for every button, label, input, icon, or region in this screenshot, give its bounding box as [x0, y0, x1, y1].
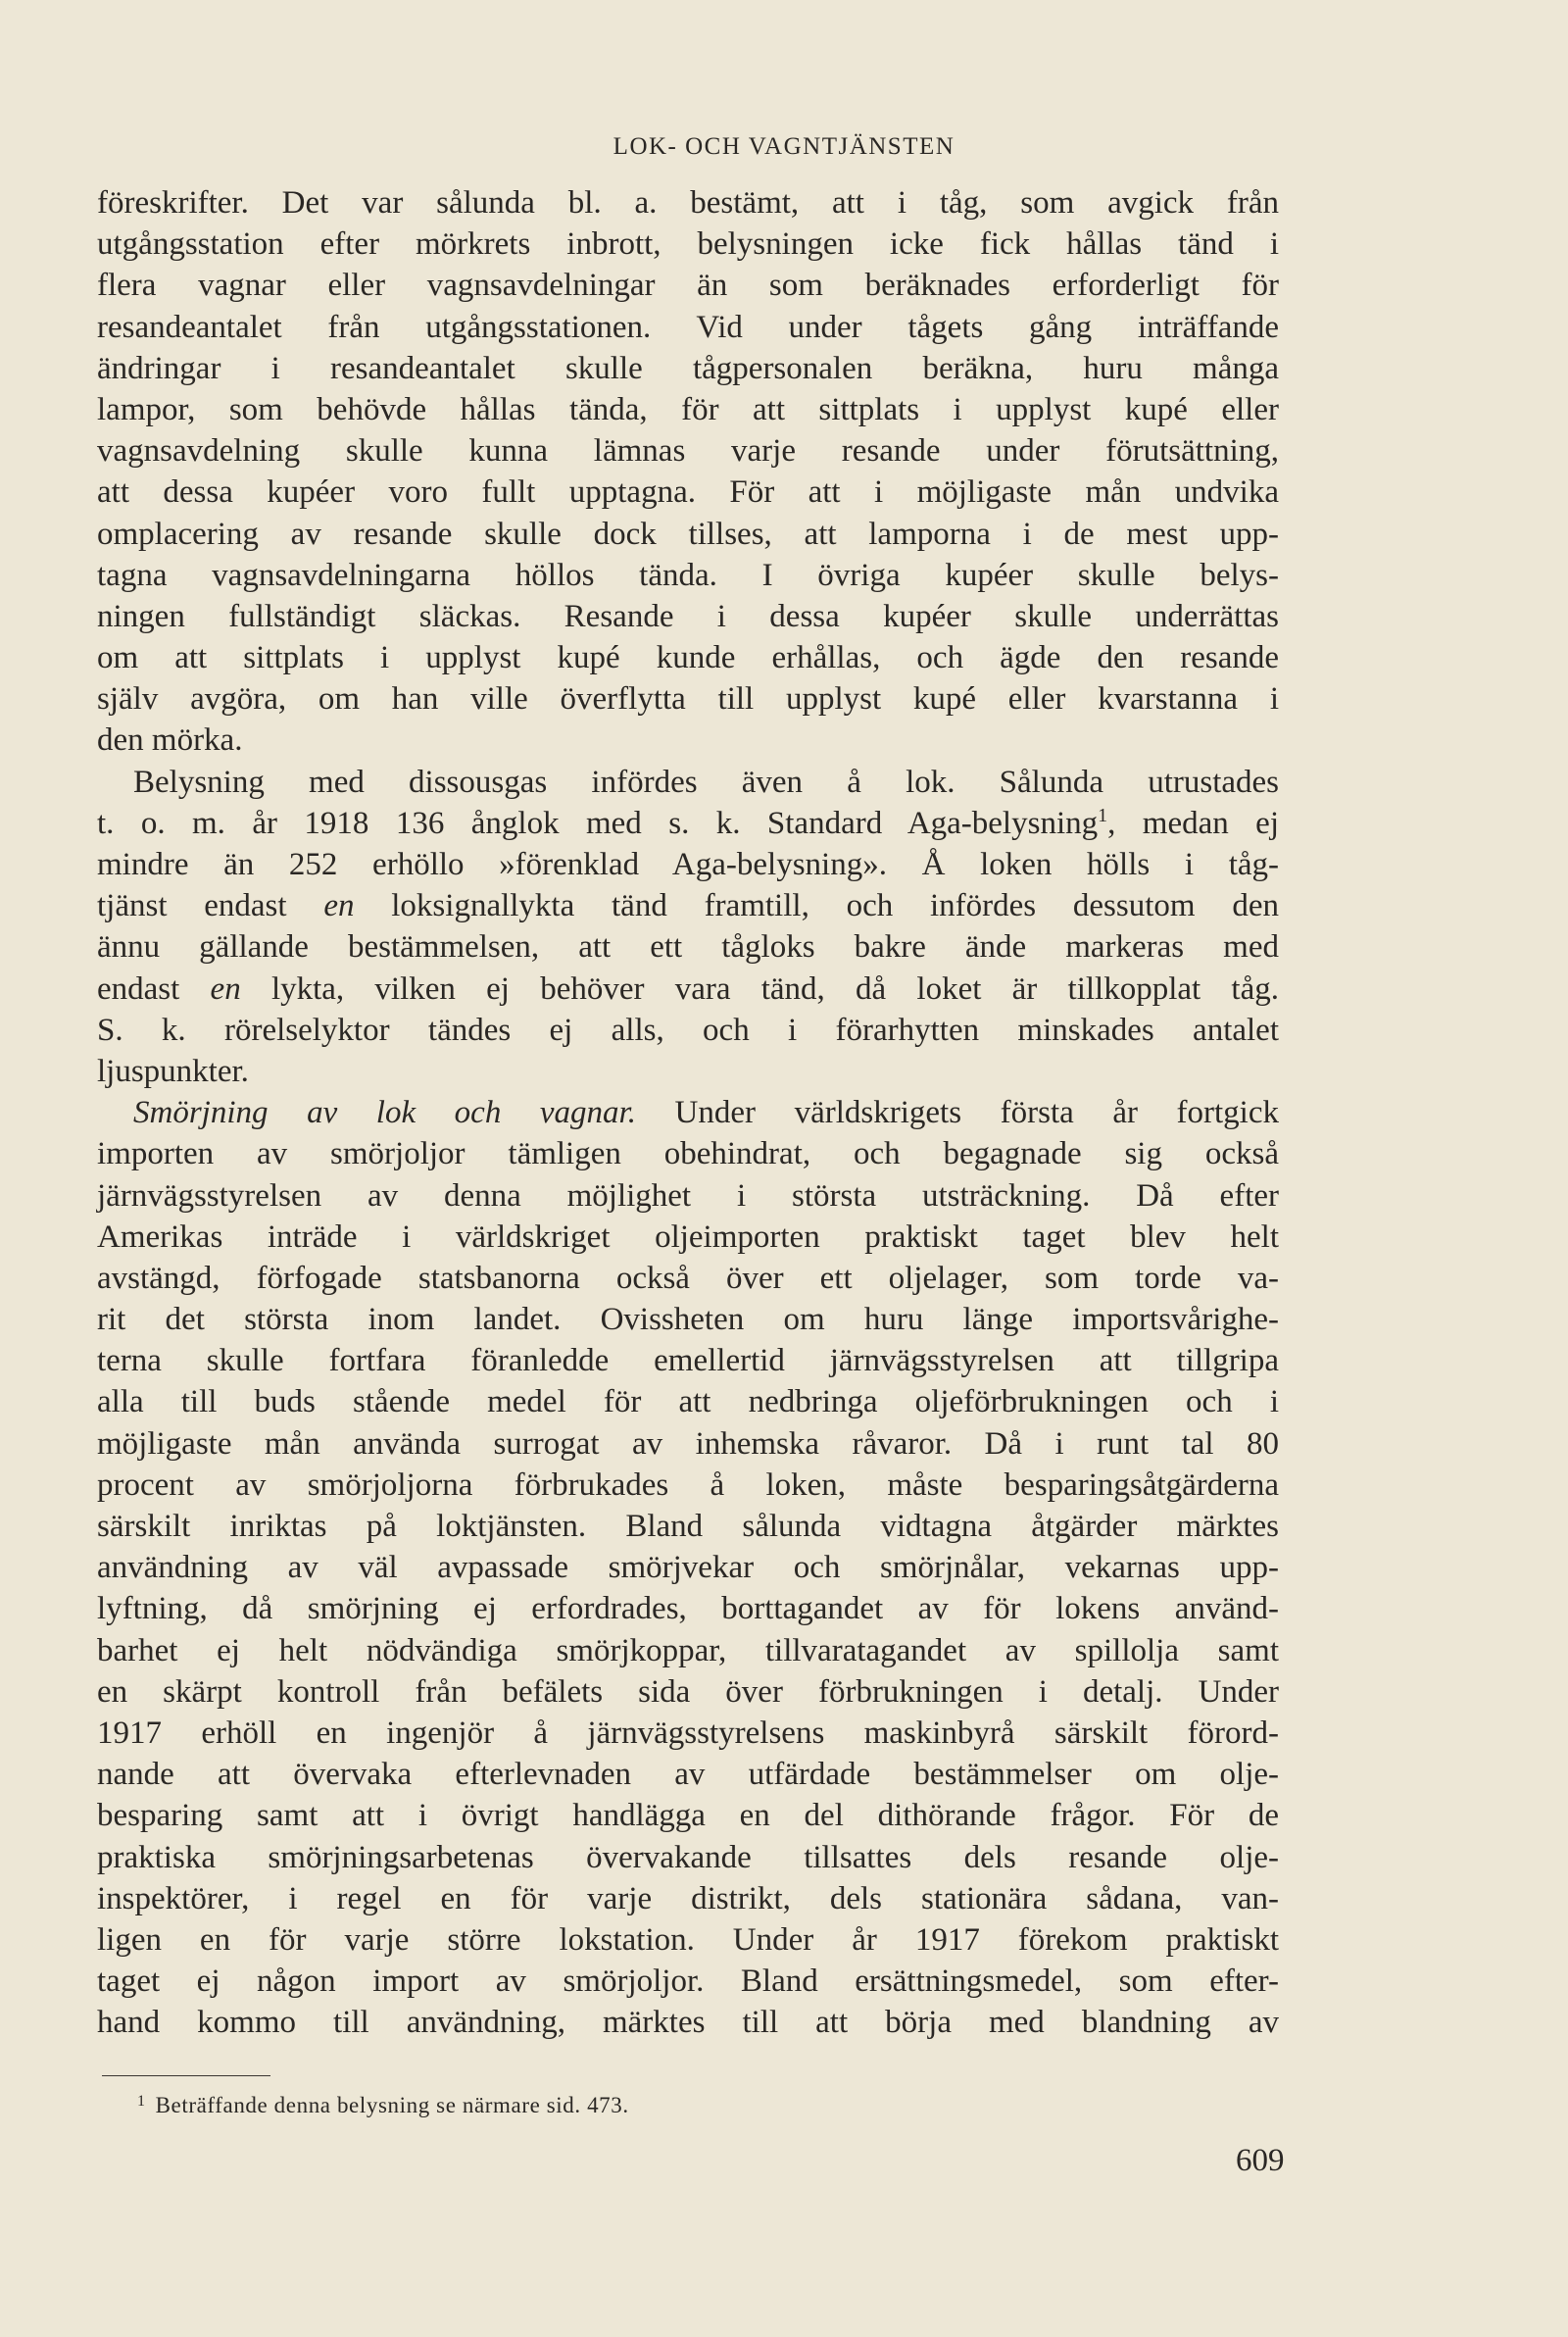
text-line: tagna vagnsavdelningarna höllos tända. I övriga kupéer skulle belys-: [97, 557, 1279, 593]
text-line: mindre än 252 erhöllo »förenklad Aga-belysning». Å loken hölls i tåg-: [97, 847, 1279, 882]
text-line: 1917 erhöll en ingenjör å järnvägsstyrelsens maskinbyrå särskilt förord-: [97, 1715, 1279, 1751]
text-line: [97, 969, 1279, 1010]
text-line: praktiska smörjningsarbetenas övervakande tillsattes dels resande olje-: [97, 1839, 1279, 1875]
text-line: särskilt inriktas på loktjänsten. Bland sålunda vidtagna åtgärder märktes: [97, 1509, 1279, 1544]
body-text: [97, 182, 1279, 2043]
text-line: [97, 803, 1279, 844]
text-segment: endast: [97, 970, 211, 1007]
emphasis: en: [210, 970, 241, 1007]
text-line: alla till buds stående medel för att nedbringa oljeförbrukningen och i: [97, 1384, 1279, 1420]
text-line: ändringar i resandeantalet skulle tågpersonalen beräkna, huru många: [97, 350, 1279, 386]
text-line: användning av väl avpassade smörjvekar och smörjnålar, vekarnas upp-: [97, 1550, 1279, 1586]
text-line: avstängd, förfogade statsbanorna också över ett oljelager, som torde va-: [97, 1260, 1279, 1296]
footnote-divider: [102, 2075, 270, 2076]
text-line: hand kommo till användning, märktes till att börja med blandning av: [97, 2005, 1279, 2041]
text-segment: , medan ej: [1107, 805, 1279, 841]
text-line: om att sittplats i upplyst kupé kunde erhållas, och ägde den resande: [97, 640, 1279, 676]
footnote-reference: 1: [1098, 804, 1108, 826]
text-line: lyftning, då smörjning ej erfordrades, borttagandet av för lokens använd-: [97, 1591, 1279, 1627]
text-line: rit det största inom landet. Ovissheten om huru länge importsvårighe-: [97, 1302, 1279, 1338]
text-line: Amerikas inträde i världskriget oljeimporten praktiskt taget blev helt: [97, 1218, 1279, 1255]
text-line: ännu gällande bestämmelsen, att ett tågloks bakre ände markeras med: [97, 929, 1279, 966]
text-line: importen av smörjoljor tämligen obehindrat, och begagnade sig också: [97, 1136, 1279, 1172]
footnote-marker: 1: [137, 2093, 146, 2110]
text-line: [97, 885, 1279, 926]
text-line: ligen en för varje större lokstation. Under år 1917 förekom praktiskt: [97, 1921, 1279, 1958]
text-line: terna skulle fortfara föranledde emellertid järnvägsstyrelsen att tillgripa: [97, 1343, 1279, 1379]
text-line: besparing samt att i övrigt handlägga en del dithörande frågor. För de: [97, 1798, 1279, 1834]
text-line: lampor, som behövde hållas tända, för att sittplats i upplyst kupé eller: [97, 391, 1279, 427]
text-line: utgångsstation efter mörkrets inbrott, belysningen icke fick hållas tänd i: [97, 226, 1279, 263]
text-line: nande att övervaka efterlevnaden av utfärdade bestämmelser om olje-: [97, 1757, 1279, 1793]
section-heading: Smörjning av lok och vagnar.: [133, 1095, 636, 1131]
text-line: omplacering av resande skulle dock tillses, att lamporna i de mest upp-: [97, 516, 1279, 552]
footnote-text: Beträffande denna belysning se närmare sid. 473.: [155, 2093, 629, 2117]
running-head: LOK- OCH VAGNTJÄNSTEN: [612, 133, 956, 160]
text-segment: tjänst endast: [97, 888, 324, 924]
footnote: [137, 2093, 629, 2118]
text-line: vagnsavdelning skulle kunna lämnas varje resande under förutsättning,: [97, 433, 1279, 470]
text-line: taget ej någon import av smörjoljor. Bland ersättningsmedel, som efter-: [97, 1964, 1279, 2000]
text-line: S. k. rörelselyktor tändes ej alls, och i förarhytten minskades antalet: [97, 1012, 1279, 1048]
text-line: [97, 1092, 1279, 1133]
emphasis: en: [323, 888, 355, 924]
text-line: möjligaste mån använda surrogat av inhemska råvaror. Då i runt tal 80: [97, 1425, 1279, 1462]
text-line: järnvägsstyrelsen av denna möjlighet i största utsträckning. Då efter: [97, 1177, 1279, 1214]
text-line: den mörka.: [97, 722, 243, 759]
text-line: att dessa kupéer voro fullt upptagna. För att i möjligaste mån undvika: [97, 474, 1279, 511]
text-segment: lykta, vilken ej behöver vara tänd, då loket är tillkopplat tåg.: [240, 970, 1279, 1007]
text-line: resandeantalet från utgångsstationen. Vid under tågets gång inträffande: [97, 309, 1279, 345]
text-line: ningen fullständigt släckas. Resande i dessa kupéer skulle underrättas: [97, 598, 1279, 634]
text-line: barhet ej helt nödvändiga smörjkoppar, tillvaratagandet av spillolja samt: [97, 1632, 1279, 1668]
text-segment: Under världskrigets första år fortgick: [635, 1095, 1279, 1131]
text-line: själv avgöra, om han ville överflytta till upplyst kupé eller kvarstanna i: [97, 681, 1279, 718]
text-segment: t. o. m. år 1918 136 ånglok med s. k. Standard Aga-belysning: [97, 805, 1099, 841]
text-line: flera vagnar eller vagnsavdelningar än som beräknades erforderligt för: [97, 268, 1279, 304]
text-line: en skärpt kontroll från befälets sida över förbrukningen i detalj. Under: [97, 1673, 1279, 1710]
text-line: ljuspunkter.: [97, 1053, 249, 1089]
text-line: procent av smörjoljorna förbrukades å loken, måste besparingsåtgärderna: [97, 1467, 1279, 1503]
text-segment: loksignallykta tänd framtill, och infördes dessutom den: [354, 888, 1279, 924]
text-line: Belysning med dissousgas infördes även å lok. Sålunda utrustades: [133, 764, 1279, 800]
text-line: inspektörer, i regel en för varje distrikt, dels stationära sådana, van-: [97, 1880, 1279, 1916]
text-line: föreskrifter. Det var sålunda bl. a. bestämt, att i tåg, som avgick från: [97, 185, 1279, 221]
page-number: 609: [1236, 2143, 1285, 2178]
